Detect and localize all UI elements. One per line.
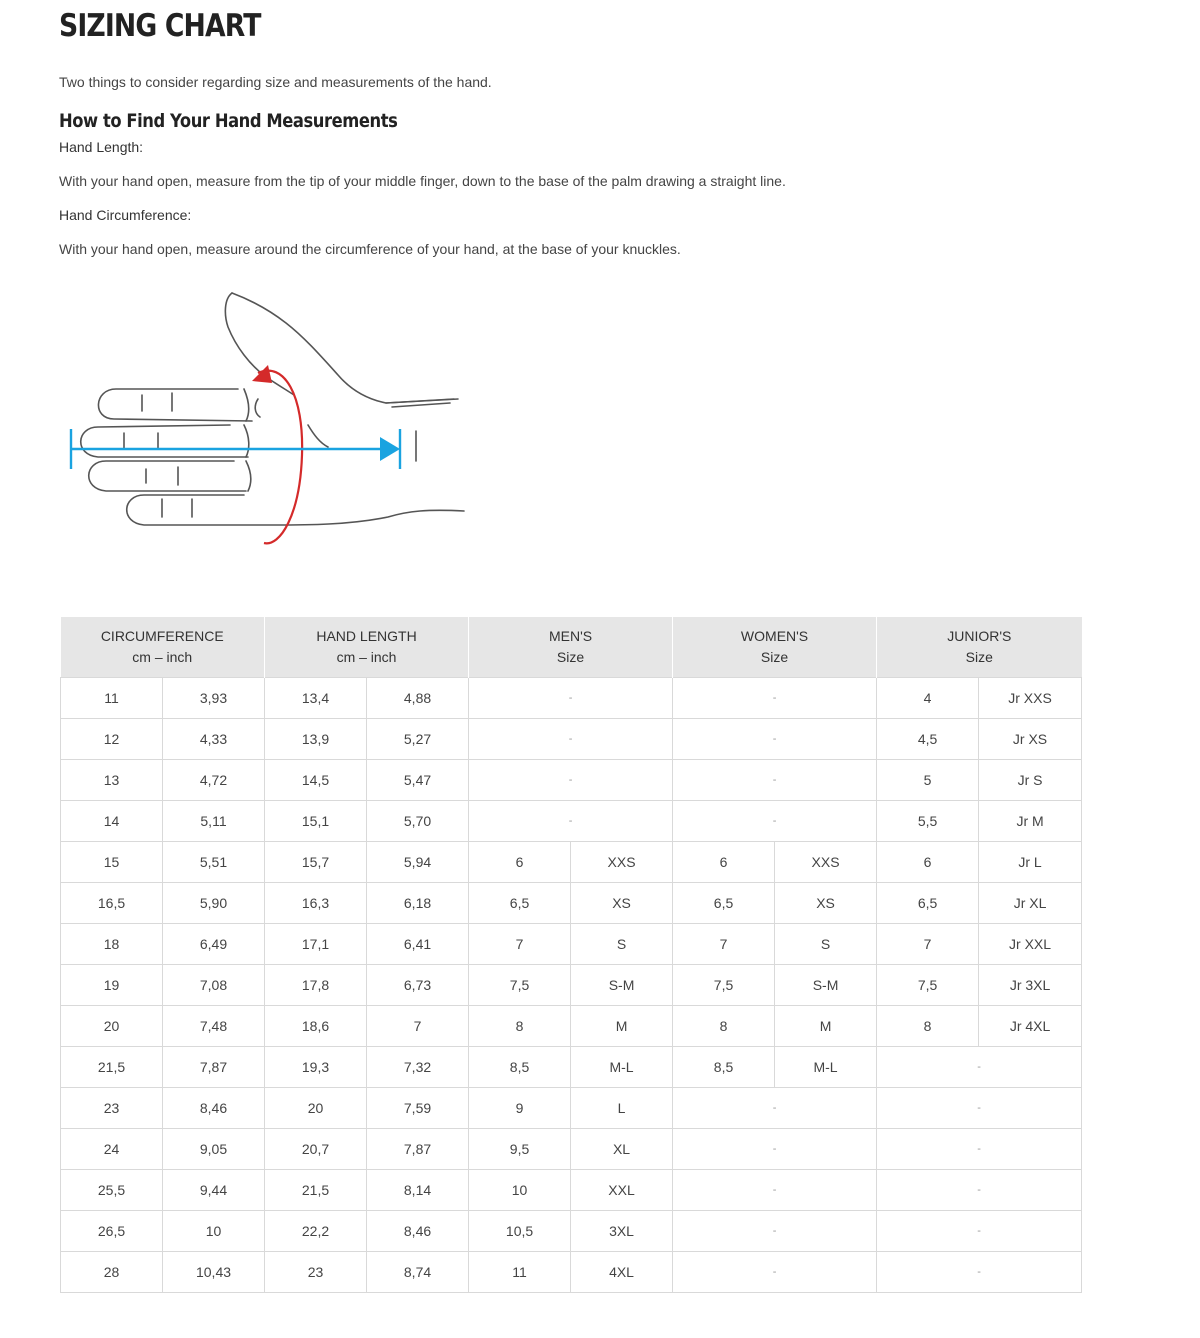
- cell-women-empty: -: [673, 1170, 877, 1211]
- cell-circ-size: 4,33: [163, 719, 265, 760]
- cell-junior-size: Jr XS: [979, 719, 1082, 760]
- sizing-table: [60, 617, 1082, 1293]
- cell-junior-size: Jr 4XL: [979, 1006, 1082, 1047]
- cell-men-empty: -: [469, 760, 673, 801]
- hand-length-label: Hand Length:: [59, 139, 144, 155]
- header-title: CIRCUMFERENCE: [100, 628, 224, 644]
- cell-circ-size: 9,44: [163, 1170, 265, 1211]
- cell-circ-size: 6,49: [163, 924, 265, 965]
- cell-len-size: 6,18: [367, 883, 469, 924]
- cell-circ-value: 21,5: [61, 1047, 163, 1088]
- cell-len-value: 23: [265, 1252, 367, 1293]
- cell-men-size: XS: [571, 883, 673, 924]
- cell-junior-size: Jr L: [979, 842, 1082, 883]
- table-row: [61, 678, 1082, 719]
- cell-len-value: 15,7: [265, 842, 367, 883]
- cell-men-value: 9,5: [469, 1129, 571, 1170]
- cell-women-size: XS: [775, 883, 877, 924]
- cell-circ-value: 16,5: [61, 883, 163, 924]
- hand-outline: [81, 293, 464, 525]
- table-row: [61, 1129, 1082, 1170]
- cell-len-value: 20: [265, 1088, 367, 1129]
- cell-men-size: XL: [571, 1129, 673, 1170]
- cell-men-size: M-L: [571, 1047, 673, 1088]
- cell-circ-size: 5,51: [163, 842, 265, 883]
- table-row: [61, 760, 1082, 801]
- cell-women-value: 6: [673, 842, 775, 883]
- cell-len-size: 5,27: [367, 719, 469, 760]
- cell-len-value: 18,6: [265, 1006, 367, 1047]
- cell-circ-value: 26,5: [61, 1211, 163, 1252]
- cell-women-value: 6,5: [673, 883, 775, 924]
- cell-len-size: 7,87: [367, 1129, 469, 1170]
- hand-measurement-illustration: [58, 285, 478, 555]
- cell-junior-size: Jr S: [979, 760, 1082, 801]
- hand-circumference-label: Hand Circumference:: [59, 207, 192, 223]
- cell-len-size: 5,47: [367, 760, 469, 801]
- intro-text: Two things to consider regarding size and measurements of the hand.: [59, 74, 492, 90]
- cell-junior-size: Jr M: [979, 801, 1082, 842]
- hand-length-description: With your hand open, measure from the tip of your middle finger, down to the base of the palm drawing a straight line.: [59, 173, 786, 189]
- cell-women-empty: -: [673, 760, 877, 801]
- cell-men-value: 10,5: [469, 1211, 571, 1252]
- cell-circ-size: 5,11: [163, 801, 265, 842]
- cell-junior-value: 4,5: [877, 719, 979, 760]
- cell-men-size: S-M: [571, 965, 673, 1006]
- header-hand-length: [265, 617, 469, 678]
- cell-junior-empty: -: [877, 1088, 1082, 1129]
- cell-men-size: XXS: [571, 842, 673, 883]
- cell-len-size: 8,14: [367, 1170, 469, 1211]
- cell-len-value: 14,5: [265, 760, 367, 801]
- cell-junior-empty: -: [877, 1170, 1082, 1211]
- cell-women-size: M: [775, 1006, 877, 1047]
- header-title: HAND LENGTH: [316, 628, 417, 644]
- cell-junior-value: 6: [877, 842, 979, 883]
- cell-men-value: 8,5: [469, 1047, 571, 1088]
- cell-men-size: M: [571, 1006, 673, 1047]
- cell-men-value: 8: [469, 1006, 571, 1047]
- cell-junior-empty: -: [877, 1252, 1082, 1293]
- cell-junior-value: 8: [877, 1006, 979, 1047]
- header-subtitle: Size: [965, 649, 993, 665]
- cell-len-size: 8,74: [367, 1252, 469, 1293]
- cell-junior-empty: -: [877, 1047, 1082, 1088]
- cell-len-value: 16,3: [265, 883, 367, 924]
- header-title: JUNIOR'S: [947, 628, 1012, 644]
- cell-women-empty: -: [673, 719, 877, 760]
- cell-men-value: 7,5: [469, 965, 571, 1006]
- cell-len-value: 21,5: [265, 1170, 367, 1211]
- cell-circ-size: 4,72: [163, 760, 265, 801]
- cell-len-size: 6,73: [367, 965, 469, 1006]
- cell-women-empty: -: [673, 1088, 877, 1129]
- table-row: [61, 1088, 1082, 1129]
- table-row: [61, 1252, 1082, 1293]
- circumference-arrow: [258, 371, 302, 544]
- cell-women-empty: -: [673, 801, 877, 842]
- header-title: WOMEN'S: [740, 628, 809, 644]
- table-row: [61, 719, 1082, 760]
- cell-circ-size: 7,48: [163, 1006, 265, 1047]
- table-header: [61, 617, 1082, 678]
- cell-men-value: 9: [469, 1088, 571, 1129]
- cell-len-size: 7,59: [367, 1088, 469, 1129]
- section-heading: How to Find Your Hand Measurements: [59, 110, 398, 132]
- header-subtitle: cm – inch: [132, 649, 193, 665]
- cell-len-size: 4,88: [367, 678, 469, 719]
- length-arrowhead: [380, 437, 400, 461]
- cell-men-empty: -: [469, 719, 673, 760]
- cell-women-empty: -: [673, 678, 877, 719]
- cell-junior-size: Jr 3XL: [979, 965, 1082, 1006]
- cell-len-value: 13,4: [265, 678, 367, 719]
- cell-circ-value: 20: [61, 1006, 163, 1047]
- cell-circ-value: 18: [61, 924, 163, 965]
- cell-women-value: 7: [673, 924, 775, 965]
- cell-men-value: 7: [469, 924, 571, 965]
- cell-circ-value: 23: [61, 1088, 163, 1129]
- cell-women-value: 8,5: [673, 1047, 775, 1088]
- header-juniors-size: [877, 617, 1082, 678]
- cell-women-size: M-L: [775, 1047, 877, 1088]
- cell-men-size: 3XL: [571, 1211, 673, 1252]
- cell-len-value: 13,9: [265, 719, 367, 760]
- hand-circumference-description: With your hand open, measure around the circumference of your hand, at the base of your knuckles.: [59, 241, 681, 257]
- table-row: [61, 1170, 1082, 1211]
- cell-men-size: 4XL: [571, 1252, 673, 1293]
- cell-junior-value: 5: [877, 760, 979, 801]
- header-subtitle: cm – inch: [336, 649, 397, 665]
- cell-women-size: XXS: [775, 842, 877, 883]
- cell-circ-value: 15: [61, 842, 163, 883]
- cell-circ-size: 8,46: [163, 1088, 265, 1129]
- header-womens-size: [673, 617, 877, 678]
- cell-len-value: 17,1: [265, 924, 367, 965]
- header-mens-size: [469, 617, 673, 678]
- cell-men-size: S: [571, 924, 673, 965]
- cell-junior-size: Jr XXS: [979, 678, 1082, 719]
- cell-women-size: S: [775, 924, 877, 965]
- cell-men-empty: -: [469, 678, 673, 719]
- table-row: [61, 1211, 1082, 1252]
- cell-circ-value: 28: [61, 1252, 163, 1293]
- cell-junior-empty: -: [877, 1211, 1082, 1252]
- cell-women-size: S-M: [775, 965, 877, 1006]
- cell-circ-size: 10: [163, 1211, 265, 1252]
- header-subtitle: Size: [556, 649, 585, 665]
- cell-len-value: 17,8: [265, 965, 367, 1006]
- table-row: [61, 842, 1082, 883]
- cell-len-value: 20,7: [265, 1129, 367, 1170]
- page-title: SIZING CHART: [59, 8, 261, 44]
- cell-circ-size: 7,08: [163, 965, 265, 1006]
- header-circumference: [61, 617, 265, 678]
- cell-men-value: 10: [469, 1170, 571, 1211]
- table-row: [61, 965, 1082, 1006]
- cell-junior-value: 7: [877, 924, 979, 965]
- cell-men-value: 6: [469, 842, 571, 883]
- cell-circ-size: 10,43: [163, 1252, 265, 1293]
- cell-junior-value: 4: [877, 678, 979, 719]
- cell-len-size: 7: [367, 1006, 469, 1047]
- cell-men-size: XXL: [571, 1170, 673, 1211]
- table-row: [61, 1006, 1082, 1047]
- cell-junior-value: 7,5: [877, 965, 979, 1006]
- cell-women-value: 8: [673, 1006, 775, 1047]
- cell-len-size: 7,32: [367, 1047, 469, 1088]
- length-arrow: [71, 429, 400, 469]
- table-row: [61, 1047, 1082, 1088]
- cell-junior-empty: -: [877, 1129, 1082, 1170]
- header-title: MEN'S: [548, 628, 593, 644]
- table-row: [61, 801, 1082, 842]
- cell-junior-value: 5,5: [877, 801, 979, 842]
- cell-men-size: L: [571, 1088, 673, 1129]
- cell-circ-value: 19: [61, 965, 163, 1006]
- cell-circ-value: 11: [61, 678, 163, 719]
- cell-len-size: 8,46: [367, 1211, 469, 1252]
- header-subtitle: Size: [760, 649, 789, 665]
- cell-circ-value: 14: [61, 801, 163, 842]
- cell-len-value: 19,3: [265, 1047, 367, 1088]
- table-row: [61, 883, 1082, 924]
- cell-circ-size: 3,93: [163, 678, 265, 719]
- cell-circ-size: 7,87: [163, 1047, 265, 1088]
- cell-women-empty: -: [673, 1252, 877, 1293]
- cell-circ-value: 13: [61, 760, 163, 801]
- cell-women-empty: -: [673, 1211, 877, 1252]
- cell-junior-size: Jr XL: [979, 883, 1082, 924]
- cell-len-size: 5,70: [367, 801, 469, 842]
- cell-circ-value: 24: [61, 1129, 163, 1170]
- cell-len-value: 22,2: [265, 1211, 367, 1252]
- cell-men-empty: -: [469, 801, 673, 842]
- cell-circ-size: 9,05: [163, 1129, 265, 1170]
- cell-junior-size: Jr XXL: [979, 924, 1082, 965]
- cell-women-empty: -: [673, 1129, 877, 1170]
- cell-len-size: 6,41: [367, 924, 469, 965]
- table-row: [61, 924, 1082, 965]
- cell-circ-size: 5,90: [163, 883, 265, 924]
- cell-circ-value: 25,5: [61, 1170, 163, 1211]
- cell-men-value: 6,5: [469, 883, 571, 924]
- cell-women-value: 7,5: [673, 965, 775, 1006]
- cell-junior-value: 6,5: [877, 883, 979, 924]
- cell-circ-value: 12: [61, 719, 163, 760]
- cell-men-value: 11: [469, 1252, 571, 1293]
- cell-len-value: 15,1: [265, 801, 367, 842]
- cell-len-size: 5,94: [367, 842, 469, 883]
